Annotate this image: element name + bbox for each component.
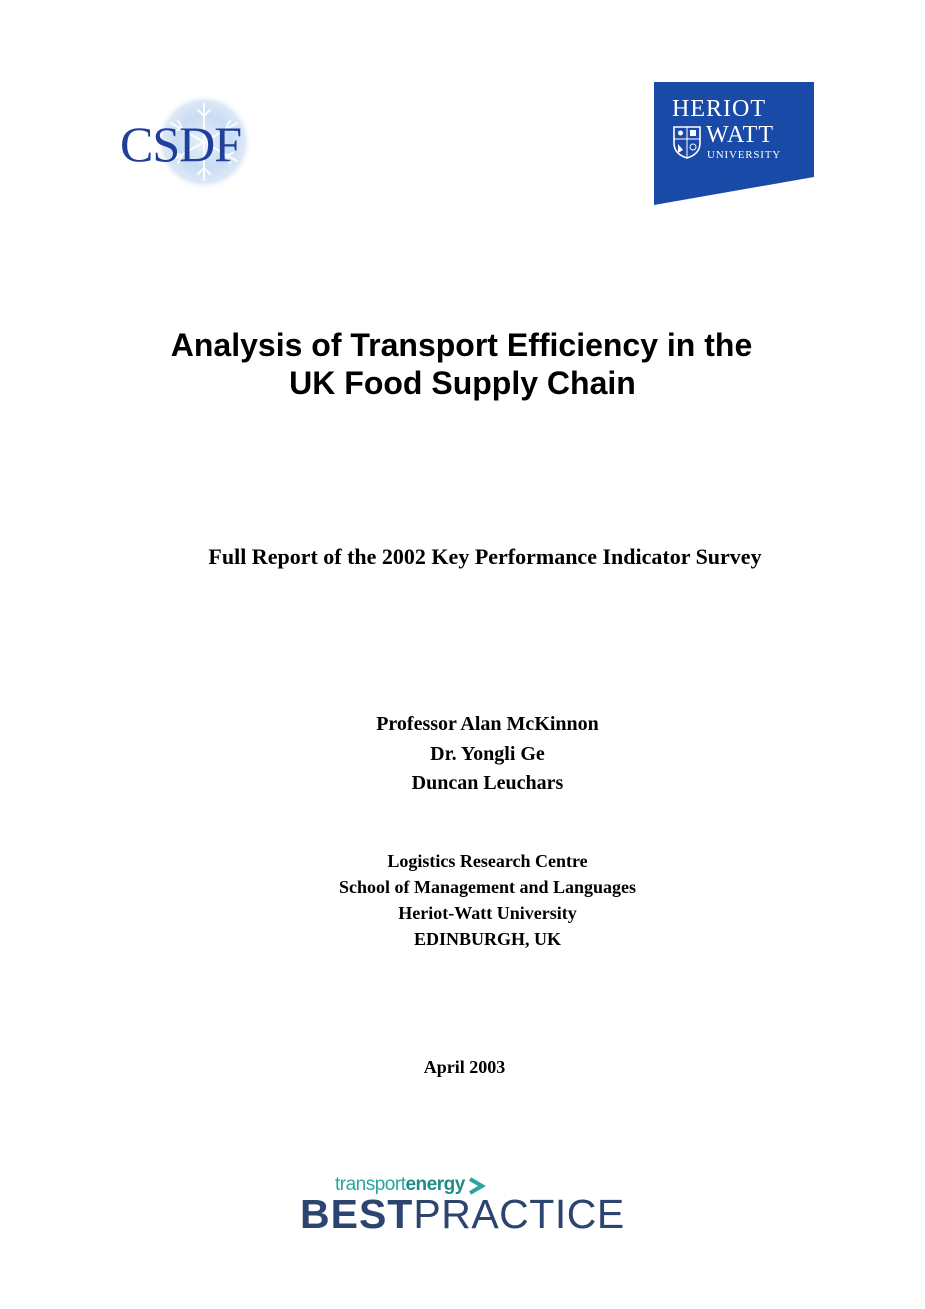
date-text: April 2003 [423,1057,506,1077]
affiliation-line: School of Management and Languages [338,877,637,897]
author-name: Professor Alan McKinnon [376,713,599,735]
title-line-1: Analysis of Transport Efficiency in the [170,327,753,363]
affiliation-block [0,848,925,952]
affiliation-line: EDINBURGH, UK [413,929,561,949]
best-text: BEST [300,1191,414,1237]
author-name: Duncan Leuchars [411,772,564,794]
energy-text: energy [405,1174,465,1195]
watt-wordmark: WATT [706,122,774,148]
csdf-logo [118,94,288,190]
affiliation-line: Logistics Research Centre [387,851,588,871]
university-wordmark: UNIVERSITY [707,149,781,161]
heriot-watt-logo [654,82,814,205]
author-list [0,710,925,799]
practice-text: PRACTICE [413,1191,625,1237]
author-name: Dr. Yongli Ge [430,742,545,765]
report-title [0,326,925,402]
transport-text: transport [335,1174,406,1195]
best-practice-wordmark [300,1190,625,1238]
publication-date [0,1055,925,1079]
affiliation-line: Heriot-Watt University [398,903,577,923]
title-line-2: UK Food Supply Chain [289,365,636,401]
university-crest-icon [672,125,702,159]
heriot-wordmark: HERIOT [672,96,766,122]
report-subtitle: Full Report of the 2002 Key Performance Indicator Survey [208,544,762,569]
csdf-wordmark: CSDF [120,116,242,172]
